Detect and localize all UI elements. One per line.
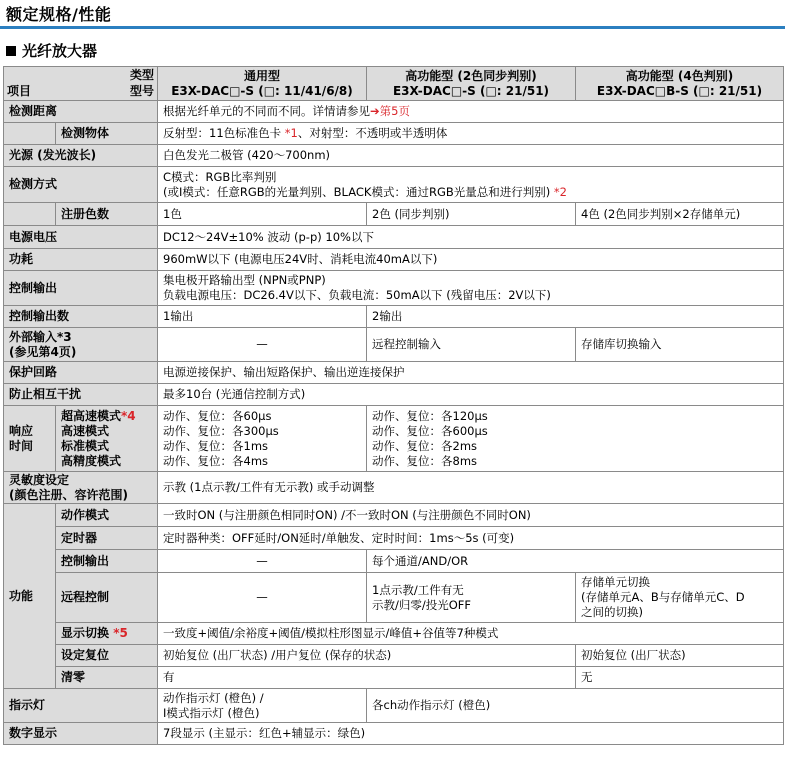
title-rule bbox=[0, 26, 785, 29]
row-label-func-control-output: 控制输出 bbox=[56, 550, 158, 573]
row-label-remote-control: 远程控制 bbox=[56, 573, 158, 623]
row-label-external-input: 外部输入*3 (参见第4页) bbox=[4, 328, 158, 362]
sensitivity-value: 示教 (1点示教/工件有无示教) 或手动调整 bbox=[158, 472, 784, 504]
row-label-detect-object: 检测物体 bbox=[56, 123, 158, 145]
indicator-general: 动作指示灯 (橙色) / I模式指示灯 (橙色) bbox=[158, 689, 367, 723]
table-row bbox=[4, 550, 784, 573]
table-row bbox=[4, 226, 784, 249]
section-title bbox=[6, 40, 97, 61]
column-header-2color: 高功能型 (2色同步判别) E3X-DAC□-S (□: 21/51) bbox=[367, 67, 576, 101]
table-row bbox=[4, 667, 784, 689]
table-row bbox=[4, 573, 784, 623]
power-voltage-value: DC12～24V±10% 波动 (p-p) 10%以下 bbox=[158, 226, 784, 249]
table-row bbox=[4, 645, 784, 667]
reset-value-general: 初始复位 (出厂状态) /用户复位 (保存的状态) bbox=[158, 645, 576, 667]
table-row bbox=[4, 362, 784, 384]
column-header-4color: 高功能型 (4色判别) E3X-DAC□B-S (□: 21/51) bbox=[576, 67, 784, 101]
table-row bbox=[4, 723, 784, 745]
detect-method-value: C模式：RGB比率判别 (或I模式：任意RGB的光量判别、BLACK模式：通过RGB光量总和进行判别) *2 bbox=[158, 167, 784, 203]
table-row bbox=[4, 623, 784, 645]
row-label-detect-method: 检测方式 bbox=[4, 167, 158, 203]
zero-clear-general: 有 bbox=[158, 667, 576, 689]
response-modes: 超高速模式*4 高速模式 标准模式 高精度模式 bbox=[56, 406, 158, 472]
row-label-power-voltage: 电源电压 bbox=[4, 226, 158, 249]
table-row bbox=[4, 527, 784, 550]
external-input-4color: 存储库切换输入 bbox=[576, 328, 784, 362]
table-row bbox=[4, 123, 784, 145]
row-label-digital-display: 数字显示 bbox=[4, 723, 158, 745]
zero-clear-4color: 无 bbox=[576, 667, 784, 689]
row-label-response-time: 响应 时间 bbox=[4, 406, 56, 472]
output-count-general: 1输出 bbox=[158, 306, 367, 328]
interference-value: 最多10台 (光通信控制方式) bbox=[158, 384, 784, 406]
row-label-control-output: 控制输出 bbox=[4, 271, 158, 306]
display-switch-value: 一致度+阈值/余裕度+阈值/模拟柱形图显示/峰值+谷值等7种模式 bbox=[158, 623, 784, 645]
external-input-2color: 远程控制输入 bbox=[367, 328, 576, 362]
table-row bbox=[4, 472, 784, 504]
section-title-text: 光纤放大器 bbox=[22, 42, 98, 60]
table-row bbox=[4, 306, 784, 328]
table-row bbox=[4, 249, 784, 271]
detect-object-value: 反射型：11色标准色卡 *1、对射型：不透明或半透明体 bbox=[158, 123, 784, 145]
light-source-value: 白色发光二极管 (420～700nm) bbox=[158, 145, 784, 167]
output-count-high: 2输出 bbox=[367, 306, 784, 328]
timer-value: 定时器种类：OFF延时/ON延时/单触发、定时时间：1ms～5s (可变) bbox=[158, 527, 784, 550]
row-label-interference: 防止相互干扰 bbox=[4, 384, 158, 406]
digital-display-value: 7段显示 (主显示：红色+辅显示：绿色) bbox=[158, 723, 784, 745]
model-label: 型号 bbox=[129, 83, 154, 98]
reset-value-4color: 初始复位 (出厂状态) bbox=[576, 645, 784, 667]
row-label-action-mode: 动作模式 bbox=[56, 504, 158, 527]
square-bullet-icon bbox=[6, 46, 16, 56]
detect-distance-value: 根据光纤单元的不同而不同。详情请参见➔第5页 bbox=[158, 101, 784, 123]
table-row bbox=[4, 203, 784, 226]
protection-value: 电源逆接保护、输出短路保护、输出逆连接保护 bbox=[158, 362, 784, 384]
row-label-protection: 保护回路 bbox=[4, 362, 158, 384]
table-row bbox=[4, 271, 784, 306]
row-label-detect-distance: 检测距离 bbox=[4, 101, 158, 123]
reg-colors-4color: 4色 (2色同步判别×2存储单元) bbox=[576, 203, 784, 226]
row-label-timer: 定时器 bbox=[56, 527, 158, 550]
item-label: 项目 bbox=[7, 83, 32, 98]
table-row bbox=[4, 384, 784, 406]
table-row bbox=[4, 167, 784, 203]
page-title: 额定规格/性能 bbox=[6, 5, 112, 24]
table-header-row bbox=[4, 67, 784, 101]
table-row bbox=[4, 328, 784, 362]
row-label-reg-colors: 注册色数 bbox=[56, 203, 158, 226]
note-mark: *1 bbox=[284, 126, 298, 140]
table-row bbox=[4, 504, 784, 527]
control-output-value: 集电极开路输出型 (NPN或PNP) 负载电源电压：DC26.4V以下、负载电流：50mA以下 (残留电压：2V以下) bbox=[158, 271, 784, 306]
table-row bbox=[4, 101, 784, 123]
column-header-general: 通用型 E3X-DAC□-S (□: 11/41/6/8) bbox=[158, 67, 367, 101]
row-label-power-consumption: 功耗 bbox=[4, 249, 158, 271]
row-label-light-source: 光源 (发光波长) bbox=[4, 145, 158, 167]
row-label-output-count: 控制输出数 bbox=[4, 306, 158, 328]
remote-control-2color: 1点示教/工件有无 示教/归零/投光OFF bbox=[367, 573, 576, 623]
external-input-general: — bbox=[158, 328, 367, 362]
row-label-indicator: 指示灯 bbox=[4, 689, 158, 723]
power-consumption-value: 960mW以下 (电源电压24V时、消耗电流40mA以下) bbox=[158, 249, 784, 271]
row-label-sensitivity: 灵敏度设定 (颜色注册、容许范围) bbox=[4, 472, 158, 504]
row-label-functions: 功能 bbox=[4, 504, 56, 689]
reg-colors-general: 1色 bbox=[158, 203, 367, 226]
table-row bbox=[4, 689, 784, 723]
response-high: 动作、复位：各120μs 动作、复位：各600μs 动作、复位：各2ms 动作、复位：各8ms bbox=[367, 406, 784, 472]
row-label-reset: 设定复位 bbox=[56, 645, 158, 667]
reg-colors-2color: 2色 (同步判别) bbox=[367, 203, 576, 226]
indicator-high: 各ch动作指示灯 (橙色) bbox=[367, 689, 784, 723]
response-general: 动作、复位：各60μs 动作、复位：各300μs 动作、复位：各1ms 动作、复位：各4ms bbox=[158, 406, 367, 472]
func-control-output-general: — bbox=[158, 550, 367, 573]
page-link[interactable]: ➔第5页 bbox=[370, 104, 410, 118]
type-label: 类型 bbox=[129, 67, 154, 82]
row-label-display-switch: 显示切换 *5 bbox=[56, 623, 158, 645]
row-label-zero-clear: 清零 bbox=[56, 667, 158, 689]
table-row bbox=[4, 406, 784, 472]
header-corner bbox=[4, 67, 158, 101]
table-row bbox=[4, 145, 784, 167]
func-control-output-high: 每个通道/AND/OR bbox=[367, 550, 784, 573]
remote-control-general: — bbox=[158, 573, 367, 623]
spec-table bbox=[3, 66, 784, 745]
remote-control-4color: 存储单元切换 (存储单元A、B与存储单元C、D 之间的切换) bbox=[576, 573, 784, 623]
action-mode-value: 一致时ON (与注册颜色相同时ON) /不一致时ON (与注册颜色不同时ON) bbox=[158, 504, 784, 527]
